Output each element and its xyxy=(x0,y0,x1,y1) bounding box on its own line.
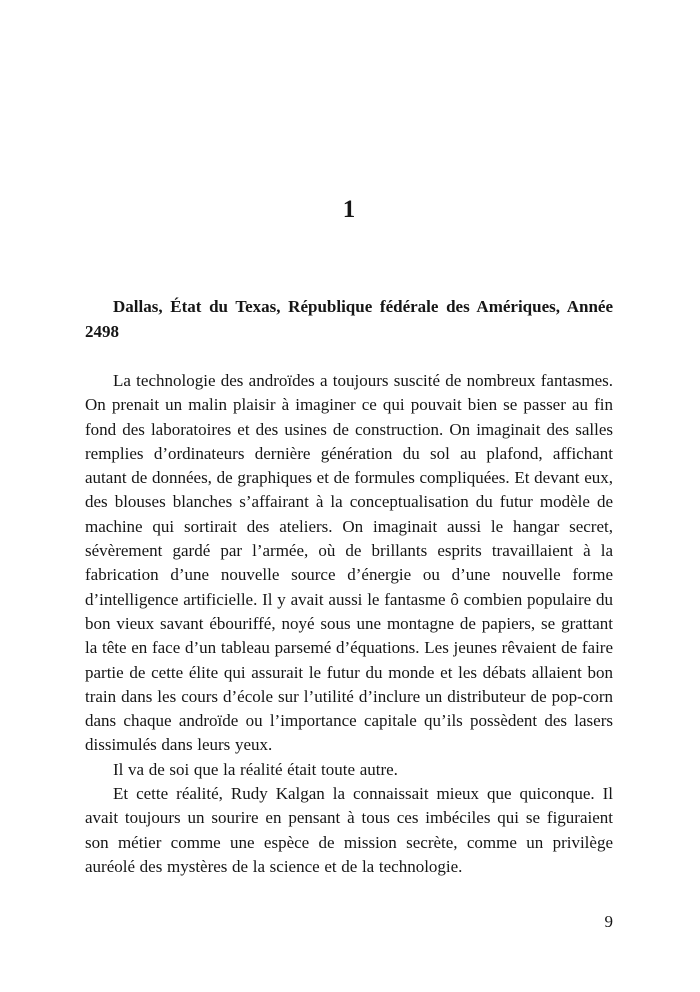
chapter-number: 1 xyxy=(342,196,356,223)
body-paragraph: Il va de soi que la réalité était toute autre. xyxy=(113,759,398,779)
chapter-heading: Dallas, État du Texas, République fédérale des Amériques, Année 2498 xyxy=(85,297,613,341)
body-paragraph: Et cette réalité, Rudy Kalgan la connaissait mieux que quiconque. Il avait toujours un sourire en pensant à tous ces imbéciles qui se figuraient son métier comme une espèce de mission secrète, comme un privilège auréolé des mystères de la science et de la technologie. xyxy=(85,784,613,876)
page-content xyxy=(85,0,613,879)
body-paragraph: La technologie des androïdes a toujours suscité de nombreux fantasmes. On prenait un malin plaisir à imaginer ce qui pouvait bien se passer au fin fond des laboratoires et des usines de construction. On imaginait des salles remplies d’ordinateurs dernière génération du sol au plafond, affichant autant de données, de graphiques et de formules compliquées. Et devant eux, des blouses blanches s’affairant à la conceptualisation du futur modèle de machine qui sortirait des ateliers. On imaginait aussi le hangar secret, sévèrement gardé par l’armée, où de brillants esprits travaillaient à la fabrication d’une nouvelle source d’énergie ou d’une nouvelle forme d’intelligence artificielle. Il y avait aussi le fantasme ô combien populaire du bon vieux savant ébouriffé, noyé sous une montagne de papiers, se grattant la tête en face d’un tableau parsemé d’équations. Les jeunes rêvaient de faire partie de cette élite qui assurait le futur du monde et les débats allaient bon train dans les cours d’école sur l’utilité d’inclure un distributeur de pop-corn dans chaque androïde ou l’importance capitale qu’ils possèdent des lasers dissimulés dans leurs yeux. xyxy=(85,371,613,755)
page-number: 9 xyxy=(604,912,613,931)
